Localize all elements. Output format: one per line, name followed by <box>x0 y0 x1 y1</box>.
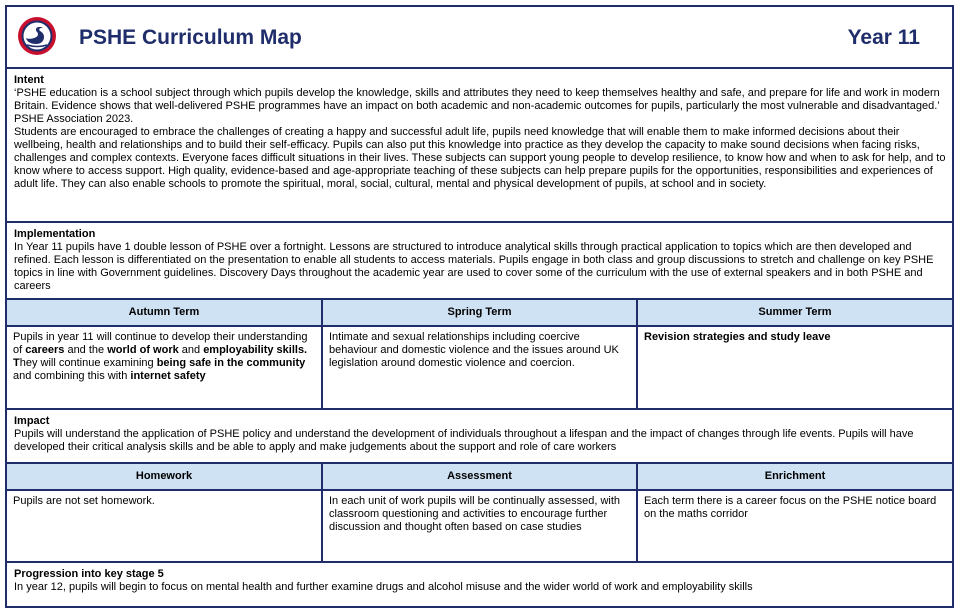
progression-heading: Progression into key stage 5 <box>14 568 164 580</box>
impact-text: Pupils will understand the application of PSHE policy and understand the development of individuals throughout a lifespan and the impact of changes through life events. Pupils will have developed their critical analysis skills and be able to apply and make judgements about the support and role of care workers <box>14 428 914 453</box>
enrichment-content: Each term there is a career focus on the PSHE notice board on the maths corridor <box>644 495 937 520</box>
homework-content: Pupils are not set homework. <box>7 491 323 561</box>
homework-header: Homework <box>7 464 323 489</box>
extras-content-row <box>7 491 952 563</box>
autumn-bold-employability: employability skills. T <box>13 344 308 369</box>
summer-term-content <box>638 327 952 408</box>
autumn-bold-internet-safety: internet safety <box>130 370 206 382</box>
autumn-text: Pupils in year 11 will continue to develop their understanding of <box>13 331 308 356</box>
progression-text: In year 12, pupils will begin to focus on mental health and further examine drugs and alcohol misuse and the wider world of work and employability skills <box>14 581 753 593</box>
summer-term-text: Revision strategies and study leave <box>644 331 831 343</box>
terms-header-row <box>7 300 952 327</box>
intent-section <box>7 69 952 223</box>
intent-paragraph-2: Students are encouraged to embrace the challenges of creating a happy and successful adult life, pupils need knowledge that will enable them to make informed decisions about their wellbeing, health and relationships and to build their self-efficacy. Pupils can also put this knowledge into practice as they develop the capacity to make sound decisions when facing risks, challenges and complex contexts. Everyone faces difficult situations in their lives. These subjects can support young people to develop resilience, to know how and when to ask for help, and to know where to access support. High quality, evidence-based and age-appropriate teaching of these subjects can help prepare pupils for the opportunities, responsibilities and experiences of adult life. They can also enable schools to promote the spiritual, moral, social, cultural, mental and physical development of pupils, at school and in society. <box>14 126 946 190</box>
assessment-content: In each unit of work pupils will be continually assessed, with classroom questioning and activities to encourage further discussion and thought often based on case studies <box>323 491 638 561</box>
autumn-text: and the <box>64 344 108 356</box>
curriculum-map <box>5 5 954 608</box>
implementation-section <box>7 223 952 300</box>
summer-term-header: Summer Term <box>758 306 832 318</box>
enrichment-header: Enrichment <box>764 470 826 482</box>
spring-term-header: Spring Term <box>323 300 638 325</box>
autumn-bold-world-of-work: world of work <box>107 344 179 356</box>
autumn-text: hey will continue examining <box>19 357 157 369</box>
autumn-term-header: Autumn Term <box>7 300 323 325</box>
autumn-term-content <box>7 327 323 408</box>
implementation-text: In Year 11 pupils have 1 double lesson of PSHE over a fortnight. Lessons are structured to introduce analytical skills through practical application to topics which are then developed and refined. Each lesson is differentiated on the presentation to enable all students to access materials. Pupils engage in both class and group discussions to stretch and challenge on key PSHE topics in line with Government guidelines. Discovery Days throughout the academic year are used to cover some of the curriculum with the use of external speakers and in both PSHE and careers <box>14 241 934 292</box>
year-label: Year 11 <box>847 26 920 49</box>
intent-paragraph-1: ‘PSHE education is a school subject through which pupils develop the knowledge, skills and attributes they need to keep themselves healthy and safe, and prepare for life and work in modern Britain. Evidence shows that well-delivered PSHE programmes have an impact on both academic and non-academic outcomes for pupils, particularly the most vulnerable and disadvantaged.’ PSHE Association 2023. <box>14 87 940 125</box>
impact-section <box>7 410 952 464</box>
spring-term-content: Intimate and sexual relationships including coercive behaviour and domestic violence and the issues around UK legislation around domestic violence and coercion. <box>323 327 638 408</box>
implementation-heading: Implementation <box>14 228 96 240</box>
extras-header-row <box>7 464 952 491</box>
intent-heading: Intent <box>14 74 44 86</box>
autumn-bold-safe-community: being safe in the community <box>156 357 306 369</box>
autumn-text: and <box>178 344 204 356</box>
autumn-bold-careers: careers <box>25 344 65 356</box>
progression-section <box>7 563 952 610</box>
assessment-header: Assessment <box>323 464 638 489</box>
swan-crest-logo <box>17 16 57 56</box>
autumn-text: and combining this with <box>13 370 131 382</box>
impact-heading: Impact <box>14 415 50 427</box>
header <box>7 7 952 69</box>
terms-content-row <box>7 327 952 410</box>
page-title: PSHE Curriculum Map <box>79 26 302 49</box>
